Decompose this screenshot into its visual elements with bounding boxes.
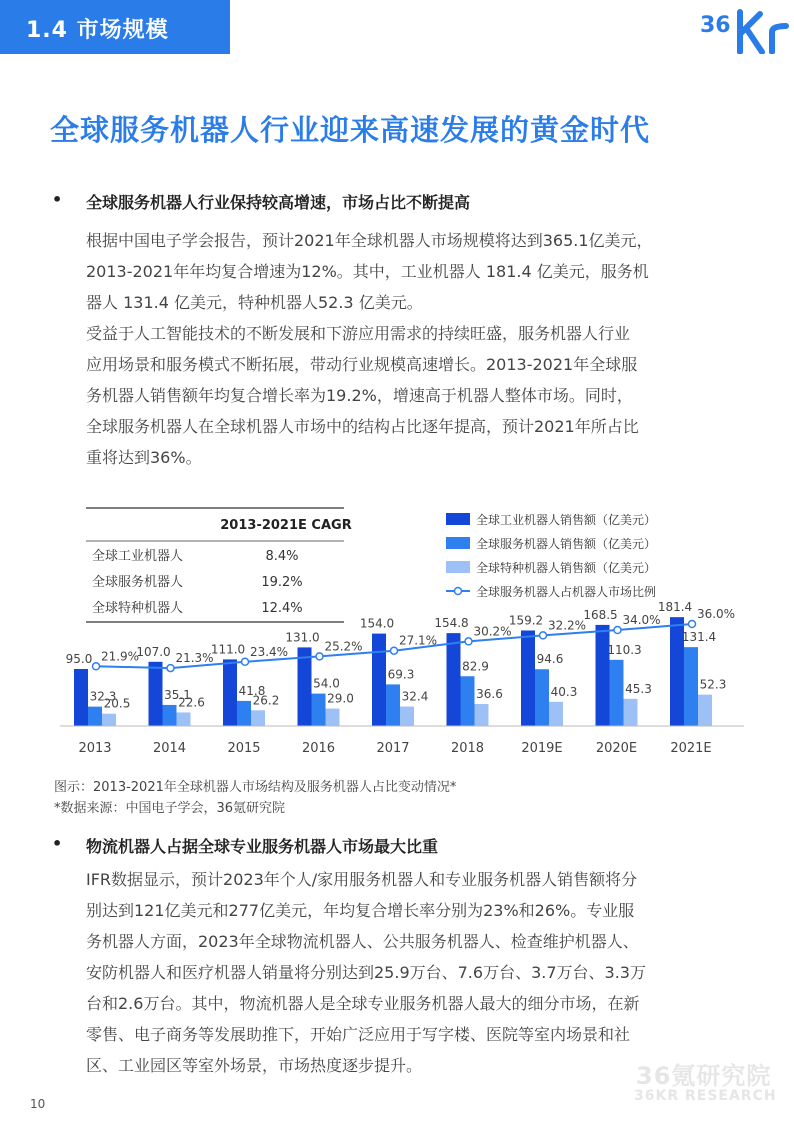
- table-row-label: 全球特种机器人: [92, 601, 184, 616]
- x-tick-label: 2013: [78, 741, 112, 756]
- ratio-point: [93, 663, 100, 670]
- bar: [88, 707, 102, 726]
- bar-data-label: 35.1: [164, 687, 191, 702]
- ratio-point: [391, 647, 398, 654]
- legend-label: 全球特种机器人销售额（亿美元）: [476, 561, 657, 575]
- table-row-value: 8.4%: [265, 549, 299, 564]
- bar-data-label: 20.5: [103, 696, 131, 711]
- bar: [684, 647, 698, 726]
- bar: [624, 699, 638, 726]
- legend-line-marker: [455, 588, 462, 595]
- ratio-point: [614, 627, 621, 634]
- ratio-point: [540, 632, 547, 639]
- page-title: 全球服务机器人行业迎来高速发展的黄金时代: [50, 113, 651, 147]
- paragraph-line: 别达到121亿美元和277亿美元，年均复合增长率分别为23%和26%。专业服: [86, 901, 635, 920]
- bar-data-label: 22.6: [178, 695, 205, 710]
- ratio-data-label: 32.2%: [547, 618, 587, 633]
- bar: [298, 647, 312, 726]
- bar-data-label: 54.0: [313, 676, 340, 691]
- x-tick-label: 2016: [301, 741, 336, 756]
- table-row-label: 全球服务机器人: [92, 575, 184, 590]
- paragraph-line: 受益于人工智能技术的不断发展和下游应用需求的持续旺盛，服务机器人行业: [86, 324, 631, 343]
- bar-data-label: 154.0: [359, 616, 395, 631]
- bar-data-label: 95.0: [65, 652, 93, 666]
- legend-label: 全球服务机器人销售额（亿美元）: [476, 537, 657, 551]
- legend-label: 全球工业机器人销售额（亿美元）: [476, 513, 657, 527]
- bar-data-label: 52.3: [699, 677, 727, 692]
- bar-data-label: 131.0: [285, 630, 320, 645]
- x-tick-label: 2014: [152, 741, 187, 756]
- table-header: 2013-2021E CAGR: [220, 518, 352, 533]
- paragraph-line: 零售、电子商务等发展助推下，开始广泛应用于写字楼、医院等室内场景和社: [86, 1025, 631, 1044]
- bar-data-label: 40.3: [550, 684, 578, 699]
- table-row-label: 全球工业机器人: [92, 549, 184, 564]
- table-row-value: 19.2%: [261, 575, 303, 590]
- bar: [163, 705, 177, 726]
- x-tick-label: 2018: [450, 741, 485, 756]
- ratio-data-label: 27.1%: [398, 633, 438, 648]
- bar-data-label: 94.6: [536, 652, 564, 667]
- bar-data-label: 29.0: [327, 691, 354, 706]
- bar-data-label: 181.4: [657, 600, 693, 615]
- bar-data-label: 82.9: [462, 659, 489, 674]
- bar-data-label: 32.3: [89, 689, 117, 704]
- watermark-title: 36氪研究院: [636, 1062, 772, 1090]
- watermark-subtitle: 36KR RESEARCH: [634, 1088, 777, 1104]
- ratio-data-label: 34.0%: [622, 613, 661, 627]
- bar-data-label: 26.2: [252, 693, 280, 708]
- ratio-data-label: 23.4%: [249, 644, 289, 659]
- legend-swatch: [446, 537, 470, 549]
- ratio-point: [316, 653, 323, 660]
- bar-data-label: 110.3: [607, 642, 642, 657]
- bar: [521, 630, 535, 726]
- bar: [610, 660, 624, 726]
- page-number: 10: [30, 1097, 46, 1111]
- bar: [447, 633, 461, 726]
- paragraph-line: 重将达到36%。: [86, 448, 202, 467]
- paragraph-line: 全球服务机器人在全球机器人市场中的结构占比逐年提高，预计2021年所占比: [86, 417, 639, 436]
- bar-data-label: 107.0: [136, 644, 171, 659]
- legend-swatch: [446, 513, 470, 525]
- robot-market-chart: [40, 498, 780, 766]
- paragraph-line: 务机器人方面，2023年全球物流机器人、公共服务机器人、检查维护机器人、: [86, 932, 639, 951]
- bar: [223, 659, 237, 726]
- svg-text:36: 36: [700, 13, 731, 38]
- bar: [400, 707, 414, 726]
- paragraph-line: IFR数据显示，预计2023年个人/家用服务机器人和专业服务机器人销售额将分: [86, 870, 638, 889]
- bar: [549, 702, 563, 726]
- bar: [535, 669, 549, 726]
- bar: [74, 669, 88, 726]
- bar: [237, 701, 251, 726]
- paragraph-line: 台和2.6万台。其中，物流机器人是全球专业服务机器人最大的细分市场，在新: [86, 994, 640, 1013]
- paragraph-line: 器人 131.4 亿美元，特种机器人52.3 亿美元。: [86, 293, 423, 312]
- paragraph-line: 安防机器人和医疗机器人销量将分别达到25.9万台、7.6万台、3.7万台、3.3万: [86, 963, 646, 982]
- bar-data-label: 168.5: [583, 607, 618, 622]
- bullet-icon: •: [52, 190, 63, 209]
- x-tick-label: 2020E: [595, 741, 638, 756]
- bar-data-label: 32.4: [401, 689, 429, 704]
- bar-data-label: 45.3: [625, 681, 652, 696]
- figure-caption: 图示：2013-2021年全球机器人市场结构及服务机器人占比变动情况*: [54, 780, 457, 795]
- paragraph-line: 2013-2021年年均复合增速为12%。其中，工业机器人 181.4 亿美元，服务机: [86, 262, 649, 281]
- ratio-data-label: 36.0%: [696, 607, 736, 621]
- section2-body: [86, 864, 746, 1081]
- bar-data-label: 154.8: [434, 616, 469, 631]
- x-tick-label: 2021E: [670, 741, 712, 756]
- bar: [386, 684, 400, 726]
- bar: [698, 695, 712, 726]
- logo-36kr-icon: [696, 2, 792, 54]
- bar: [461, 676, 475, 726]
- bar-data-label: 159.2: [508, 613, 544, 628]
- bar-data-label: 69.3: [387, 667, 415, 682]
- bar: [596, 625, 610, 726]
- bar-data-label: 36.6: [476, 687, 503, 702]
- paragraph-line: 应用场景和服务模式不断拓展，带动行业规模高速增长。2013-2021年全球服: [86, 355, 638, 374]
- bar-data-label: 131.4: [681, 630, 717, 645]
- ratio-data-label: 30.2%: [473, 624, 512, 639]
- table-row-value: 12.4%: [261, 601, 303, 616]
- ratio-point: [689, 621, 696, 628]
- ratio-data-label: 21.9%: [100, 649, 140, 664]
- section2-heading-text: 物流机器人占据全球专业服务机器人市场最大比重: [86, 837, 439, 856]
- legend-swatch: [446, 561, 470, 573]
- ratio-point: [465, 638, 472, 645]
- section-label: 1.4 市场规模: [26, 18, 169, 43]
- bar: [102, 714, 116, 726]
- ratio-point: [242, 658, 249, 665]
- bullet-icon: •: [52, 834, 63, 853]
- bar: [475, 704, 489, 726]
- source-caption: *数据来源：中国电子学会，36氪研究院: [54, 801, 286, 816]
- x-tick-label: 2015: [227, 741, 261, 756]
- paragraph-line: 区、工业园区等室外场景，市场热度逐步提升。: [86, 1056, 423, 1075]
- legend-label: 全球服务机器人占机器人市场比例: [476, 585, 657, 599]
- x-tick-label: 2019E: [521, 741, 563, 756]
- section1-body: [86, 225, 746, 473]
- bar: [251, 710, 265, 726]
- bar: [177, 712, 191, 726]
- bar: [149, 662, 163, 726]
- paragraph-line: 根据中国电子学会报告，预计2021年全球机器人市场规模将达到365.1亿美元，: [86, 231, 653, 250]
- ratio-data-label: 25.2%: [324, 639, 363, 654]
- bar-data-label: 111.0: [210, 642, 246, 657]
- bar: [372, 634, 386, 726]
- x-tick-label: 2017: [376, 741, 410, 756]
- section1-heading-text: 全球服务机器人行业保持较高增速，市场占比不断提高: [86, 193, 471, 212]
- bar: [326, 709, 340, 726]
- bar: [312, 694, 326, 726]
- bar-data-label: 41.8: [238, 683, 266, 698]
- ratio-point: [167, 665, 174, 672]
- ratio-data-label: 21.3%: [175, 651, 214, 666]
- paragraph-line: 务机器人销售额年均复合增长率为19.2%，增速高于机器人整体市场。同时，: [86, 386, 633, 405]
